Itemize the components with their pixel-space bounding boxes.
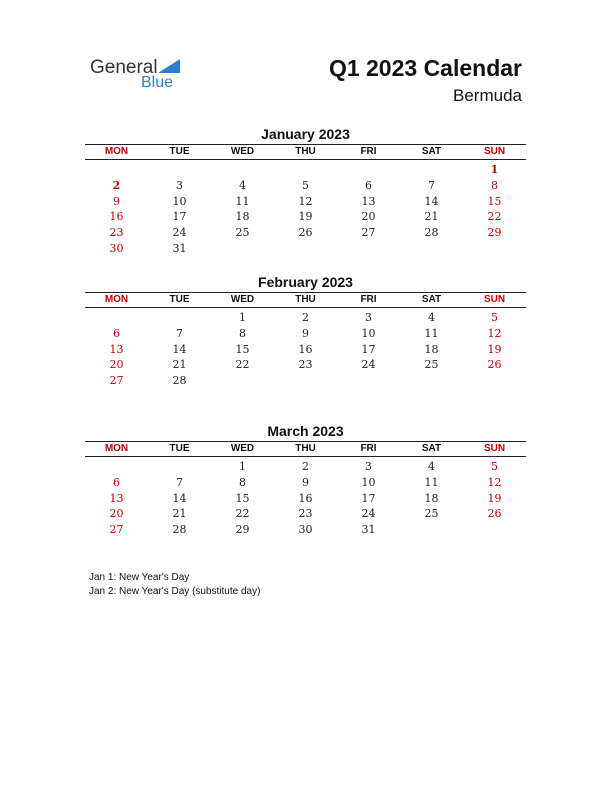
day-cell: 13 — [109, 491, 124, 505]
day-cell: 24 — [172, 226, 187, 240]
weekday-tue: TUE — [169, 443, 190, 454]
weekday-wed: WED — [230, 294, 255, 305]
page-title: Q1 2023 Calendar — [328, 55, 522, 81]
day-cell: 9 — [113, 194, 120, 208]
day-cell: 15 — [235, 491, 250, 505]
month-title: March 2023 — [267, 423, 344, 439]
day-cell: 4 — [428, 460, 435, 473]
day-cell: 6 — [113, 475, 120, 489]
day-cell: 31 — [361, 523, 376, 537]
day-cell: 19 — [487, 342, 502, 356]
empty-day-cell — [85, 459, 148, 475]
day-cell: 7 — [428, 178, 435, 192]
weekday-sun: SUN — [483, 146, 506, 157]
day-cell: 4 — [239, 178, 246, 192]
generalblue-logo — [90, 57, 200, 97]
empty-day-cell — [211, 162, 274, 178]
day-cell: 1 — [239, 460, 246, 473]
month-title: January 2023 — [261, 126, 350, 142]
month-grid — [85, 308, 526, 389]
day-cell: 5 — [491, 460, 498, 473]
weekday-mon: MON — [104, 294, 129, 305]
day-cell: 26 — [487, 358, 502, 372]
day-cell: 23 — [109, 226, 124, 240]
day-cell: 11 — [424, 475, 439, 489]
day-cell: 15 — [487, 194, 502, 208]
weekday-tue: TUE — [169, 294, 190, 305]
empty-day-cell — [400, 162, 463, 178]
day-cell: 3 — [365, 311, 372, 324]
day-cell: 15 — [235, 342, 250, 356]
day-cell: 17 — [361, 342, 376, 356]
month-february — [85, 273, 526, 389]
day-cell: 6 — [365, 178, 372, 192]
day-cell: 11 — [424, 326, 439, 340]
logo-text-blue: Blue — [141, 74, 174, 91]
weekday-thu: THU — [295, 443, 316, 454]
day-cell: 17 — [172, 210, 187, 224]
day-cell: 22 — [235, 507, 250, 521]
day-cell: 19 — [298, 210, 313, 224]
weekday-mon: MON — [104, 146, 129, 157]
day-cell: 8 — [239, 326, 246, 340]
empty-day-cell — [148, 459, 211, 475]
day-cell: 31 — [172, 241, 187, 255]
day-cell: 18 — [235, 210, 250, 224]
day-cell: 22 — [487, 210, 502, 224]
empty-day-cell — [148, 310, 211, 326]
day-cell: 7 — [176, 326, 183, 340]
logo-text-general: General — [90, 57, 158, 78]
day-cell: 23 — [298, 507, 313, 521]
day-cell: 20 — [109, 358, 124, 372]
month-march — [85, 422, 526, 538]
empty-day-cell — [85, 162, 148, 178]
weekday-tue: TUE — [169, 146, 190, 157]
day-cell: 11 — [235, 194, 250, 208]
day-cell: 16 — [109, 210, 124, 224]
empty-day-cell — [148, 162, 211, 178]
day-cell: 23 — [298, 358, 313, 372]
day-cell: 10 — [361, 326, 376, 340]
day-cell: 30 — [298, 523, 313, 537]
day-cell: 18 — [424, 342, 439, 356]
day-cell: 12 — [487, 326, 502, 340]
day-cell: 14 — [172, 342, 187, 356]
day-cell: 28 — [424, 226, 439, 240]
day-cell: 1 — [490, 163, 499, 176]
weekday-sat: SAT — [421, 443, 442, 454]
day-cell: 6 — [113, 326, 120, 340]
day-cell: 4 — [428, 311, 435, 324]
day-cell: 21 — [424, 210, 439, 224]
day-cell: 26 — [298, 226, 313, 240]
page-subtitle: Bermuda — [453, 86, 522, 105]
day-cell: 26 — [487, 507, 502, 521]
weekday-thu: THU — [295, 146, 316, 157]
weekday-header — [85, 441, 526, 457]
day-cell: 7 — [176, 475, 183, 489]
month-grid — [85, 457, 526, 538]
day-cell: 14 — [424, 194, 439, 208]
day-cell: 13 — [109, 342, 124, 356]
weekday-fri: FRI — [360, 294, 377, 305]
day-cell: 28 — [172, 374, 187, 388]
day-cell: 30 — [109, 241, 124, 255]
day-cell: 2 — [112, 178, 121, 192]
day-cell: 18 — [424, 491, 439, 505]
day-cell: 28 — [172, 523, 187, 537]
day-cell: 9 — [302, 475, 309, 489]
weekday-wed: WED — [230, 443, 255, 454]
day-cell: 5 — [302, 178, 309, 192]
weekday-header — [85, 292, 526, 308]
day-cell: 8 — [491, 178, 498, 192]
day-cell: 20 — [109, 507, 124, 521]
day-cell: 19 — [487, 491, 502, 505]
day-cell: 16 — [298, 491, 313, 505]
day-cell: 29 — [487, 226, 502, 240]
day-cell: 2 — [302, 311, 309, 324]
day-cell: 21 — [172, 507, 187, 521]
day-cell: 5 — [491, 311, 498, 324]
weekday-mon: MON — [104, 443, 129, 454]
day-cell: 24 — [361, 358, 376, 372]
day-cell: 3 — [365, 460, 372, 473]
day-cell: 27 — [109, 374, 124, 388]
day-cell: 27 — [361, 226, 376, 240]
day-cell: 25 — [235, 226, 250, 240]
weekday-thu: THU — [295, 294, 316, 305]
day-cell: 10 — [361, 475, 376, 489]
weekday-header — [85, 144, 526, 160]
empty-day-cell — [85, 310, 148, 326]
day-cell: 29 — [235, 523, 250, 537]
empty-day-cell — [337, 162, 400, 178]
month-january — [85, 125, 526, 257]
day-cell: 16 — [298, 342, 313, 356]
weekday-fri: FRI — [360, 443, 377, 454]
weekday-fri: FRI — [360, 146, 377, 157]
day-cell: 12 — [487, 475, 502, 489]
day-cell: 21 — [172, 358, 187, 372]
weekday-sun: SUN — [483, 443, 506, 454]
day-cell: 27 — [109, 523, 124, 537]
day-cell: 25 — [424, 507, 439, 521]
holiday-note: Jan 2: New Year's Day (substitute day) — [89, 586, 261, 597]
day-cell: 25 — [424, 358, 439, 372]
day-cell: 24 — [361, 507, 376, 521]
day-cell: 10 — [172, 194, 187, 208]
day-cell: 17 — [361, 491, 376, 505]
weekday-sat: SAT — [421, 294, 442, 305]
weekday-sun: SUN — [483, 294, 506, 305]
day-cell: 3 — [176, 178, 183, 192]
day-cell: 14 — [172, 491, 187, 505]
month-title: February 2023 — [258, 274, 353, 290]
day-cell: 9 — [302, 326, 309, 340]
day-cell: 1 — [239, 311, 246, 324]
holiday-notes — [89, 571, 260, 599]
empty-day-cell — [274, 162, 337, 178]
day-cell: 22 — [235, 358, 250, 372]
month-grid — [85, 160, 526, 257]
logo-triangle-icon — [158, 59, 180, 73]
weekday-sat: SAT — [421, 146, 442, 157]
day-cell: 12 — [298, 194, 313, 208]
day-cell: 20 — [361, 210, 376, 224]
holiday-note: Jan 1: New Year's Day — [89, 572, 190, 583]
day-cell: 13 — [361, 194, 376, 208]
weekday-wed: WED — [230, 146, 255, 157]
day-cell: 8 — [239, 475, 246, 489]
day-cell: 2 — [302, 460, 309, 473]
